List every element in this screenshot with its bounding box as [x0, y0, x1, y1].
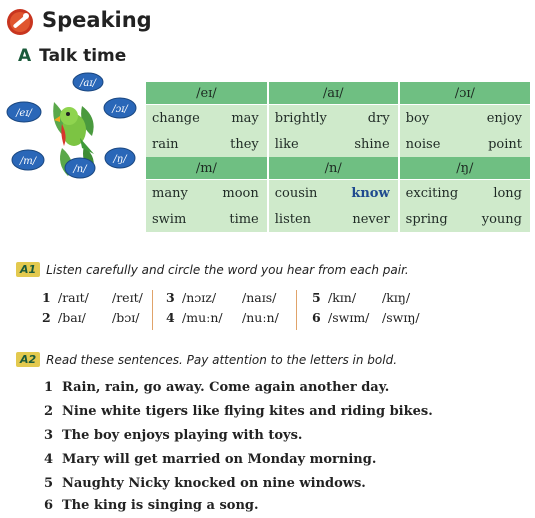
speaking-icon: [6, 8, 34, 36]
sound-header: /eɪ/: [146, 82, 268, 105]
pair-option[interactable]: /bɔɪ/: [112, 310, 140, 325]
sound-bubble-ei: [7, 102, 41, 122]
bubble-label: /ŋ/: [113, 154, 127, 165]
bubble-label: /n/: [73, 164, 87, 175]
table-row: [146, 105, 530, 132]
word: change: [152, 110, 200, 126]
pair-item: [42, 290, 143, 305]
sound-header: /m/: [146, 157, 268, 180]
sentence-number: 2: [44, 404, 54, 419]
word: boy: [405, 110, 430, 126]
bubble-label: /ɔɪ/: [112, 104, 128, 115]
pair-number: 1: [42, 290, 51, 305]
section-title: Speaking: [42, 8, 152, 32]
pair-option[interactable]: /raɪt/: [58, 290, 89, 305]
sentence-text: Nine white tigers like flying kites and riding bikes.: [62, 404, 433, 419]
word: dry: [367, 110, 390, 126]
table-row: [146, 206, 530, 232]
sound-bubble-ai: [73, 73, 103, 91]
sentence-item: [44, 452, 376, 467]
sentence-text: Rain, rain, go away. Come again another day.: [62, 380, 390, 395]
parrot-illustration: [2, 72, 144, 184]
word: rain: [152, 136, 179, 152]
word: time: [229, 211, 259, 227]
word: enjoy: [486, 110, 522, 126]
section-a-heading: [18, 46, 126, 66]
sentence-item: [44, 380, 389, 395]
sound-header: /n/: [268, 157, 399, 180]
pair-number: 4: [166, 310, 175, 325]
pair-option[interactable]: /nɔɪz/: [182, 290, 217, 305]
sentence-number: 5: [44, 476, 54, 491]
sentence-item: [44, 476, 366, 491]
pair-item: [42, 310, 139, 325]
pair-item: [166, 290, 276, 305]
sound-header: /ŋ/: [399, 157, 530, 180]
pair-number: 3: [166, 290, 175, 305]
word: spring: [405, 211, 448, 227]
a2-instruction: [16, 352, 397, 367]
sentence-item: [44, 404, 433, 419]
sound-bubble-m: [12, 150, 44, 170]
pair-item: [312, 310, 420, 325]
pair-item: [312, 290, 410, 305]
word: like: [274, 136, 299, 152]
a1-label: A1: [16, 262, 40, 277]
sound-bubble-oi: [104, 98, 136, 118]
word: may: [231, 110, 259, 126]
table-row: [146, 180, 530, 207]
word: moon: [222, 185, 259, 201]
pair-item: [166, 310, 279, 325]
divider: [152, 290, 153, 330]
word: many: [152, 185, 188, 201]
pair-option[interactable]: /muːn/: [182, 310, 223, 325]
table-row: [146, 131, 530, 157]
pair-option[interactable]: /kɪn/: [328, 290, 357, 305]
a1-instruction: [16, 262, 409, 277]
pair-option[interactable]: /swɪŋ/: [382, 310, 420, 325]
word: know: [351, 185, 390, 201]
word: brightly: [274, 110, 327, 126]
a2-instruction-text: Read these sentences. Pay attention to the letters in bold.: [46, 353, 398, 367]
sentence-item: [44, 498, 259, 513]
section-letter: A: [18, 46, 32, 66]
divider: [296, 290, 297, 330]
a1-instruction-text: Listen carefully and circle the word you hear from each pair.: [46, 263, 409, 277]
bubble-label: /aɪ/: [80, 78, 96, 89]
sentence-item: [44, 428, 302, 443]
pair-option[interactable]: /baɪ/: [58, 310, 86, 325]
pair-number: 6: [312, 310, 321, 325]
sentence-text: The king is singing a song.: [62, 498, 259, 513]
word: they: [230, 136, 259, 152]
pair-option[interactable]: /reɪt/: [112, 290, 143, 305]
word: swim: [152, 211, 187, 227]
word: never: [352, 211, 390, 227]
pair-number: 5: [312, 290, 321, 305]
sentence-text: Naughty Nicky knocked on nine windows.: [62, 476, 366, 491]
section-a-title: Talk time: [39, 46, 127, 66]
sound-header: /ɔɪ/: [399, 82, 530, 105]
sentence-text: Mary will get married on Monday morning.: [62, 452, 377, 467]
word: cousin: [274, 185, 318, 201]
word: noise: [405, 136, 441, 152]
table-header-row: [146, 157, 530, 180]
sound-bubble-ng: [105, 148, 135, 168]
word: long: [493, 185, 522, 201]
sentence-number: 6: [44, 498, 54, 513]
word: shine: [354, 136, 390, 152]
a2-label: A2: [16, 352, 40, 367]
sentence-number: 3: [44, 428, 54, 443]
pair-option[interactable]: /swɪm/: [328, 310, 370, 325]
phonics-table: [146, 82, 530, 232]
pair-option[interactable]: /kɪŋ/: [382, 290, 411, 305]
sentence-number: 4: [44, 452, 54, 467]
table-header-row: [146, 82, 530, 105]
sound-bubble-n: [65, 158, 95, 178]
bubble-label: /m/: [19, 156, 37, 167]
sentence-number: 1: [44, 380, 54, 395]
word: young: [481, 211, 522, 227]
word: point: [488, 136, 522, 152]
word: listen: [274, 211, 312, 227]
sound-header: /aɪ/: [268, 82, 399, 105]
pair-option[interactable]: /naɪs/: [242, 290, 277, 305]
bubble-label: /eɪ/: [16, 108, 32, 119]
pair-option[interactable]: /nuːn/: [242, 310, 279, 325]
pair-number: 2: [42, 310, 51, 325]
word: exciting: [405, 185, 459, 201]
sentence-text: The boy enjoys playing with toys.: [62, 428, 303, 443]
